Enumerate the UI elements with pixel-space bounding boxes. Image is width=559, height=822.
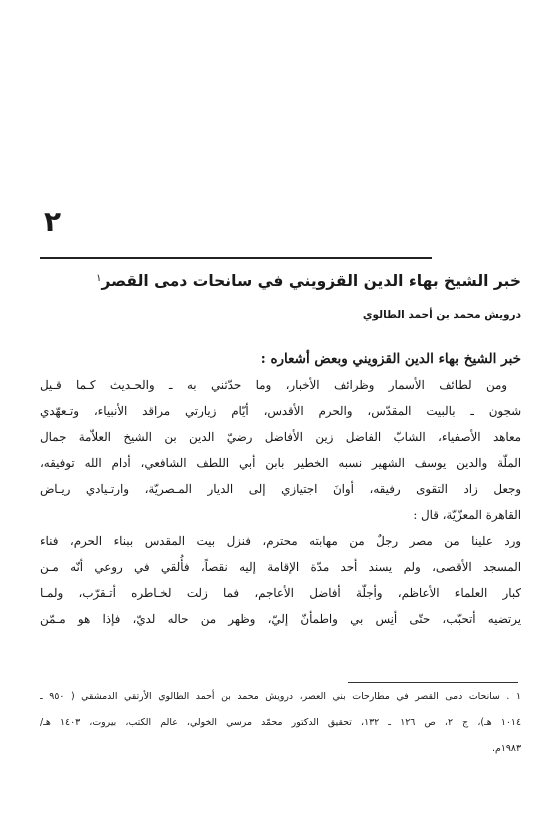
paragraph-2 [40,528,521,632]
footnote-reference[interactable]: ١ [96,273,102,284]
section-heading: خبر الشيخ بهاء الدين القزويني وبعض أشعاره : [260,351,521,367]
body-text [40,346,521,632]
footnotes [40,684,521,762]
text-line: المسجد الأقصى، ولم يسند أحد مدّة الإقامة إليه نقصاً، فأُلقي في روعي أنّه مـن [40,560,521,574]
text-line: ورد علينا من مصر رجلٌ من مهابته محترم، فنزل بيت المقدس ببناء الحرم، فناء [40,534,521,548]
text-line: كبار العلماء الأعاظم، وأجلّة أفاضل الأعاجم، فما زلت لخـاطره أتـقرّب، ولمـا [40,586,521,600]
paragraph-1 [40,372,521,528]
article-title-text: خبر الشيخ بهاء الدين القزويني في سانحات دمى القصر [101,272,521,290]
text-line: يرتضيه أتحبّب، حتّى أنِس بي واطمأنّ إليّ، وظهر من حاله لديّ، فإذا هو مـمّن [40,612,521,626]
footnote-line: ١٩٨٣م. [492,743,521,754]
text-line: القاهرة المعزّيّة، قال : [413,508,521,522]
text-line: وجعل زاد التقوى رفيقه، أوانَ اجتيازي إلى الديار المـصريّة، وارتـيادي ريـاض [40,482,521,496]
author-name: درويش محمد بن أحمد الطالوي [362,309,521,321]
text-line: معاهد الأصفياء، الشابّ الفاضل زين الأفاضل رضيّ الدين بن الشيخ العلاّمة جمال [40,430,521,444]
footnote-divider [348,682,518,683]
text-line: الملّة والدين يوسف الشهير نسبه الخطير بابن أبي اللطف الشافعي، أدام الله توفيقه، [40,456,521,470]
text-line: ومن لطائف الأسمار وظرائف الأخبار، وما حدّثني به ـ والحـديث كـما قـيل [40,378,507,392]
footnote-line: ١٠١٤ هـ)، ج ٢، ص ١٢٦ ـ ١٣٢، تحقيق الدكتور محمّد مرسي الخولي، عالم الكتب، بيروت، ١٤٠٣ هـ/ [40,717,521,728]
chapter-number: ٢ [44,205,62,238]
text-line: شجون ـ بالبيت المقدّس، والحرم الأقدس، أيّام زيارتي مراقد الأنبياء، وتـعهّدي [40,404,521,418]
footnote-line: ١ . سانحات دمى القصر في مطارحات بني العصر، درويش محمد بن أحمد الطالوي الأرتقي الدمشقي ( ٩٥٠ ـ [40,691,521,702]
article-title [96,269,521,293]
title-divider [40,257,432,259]
